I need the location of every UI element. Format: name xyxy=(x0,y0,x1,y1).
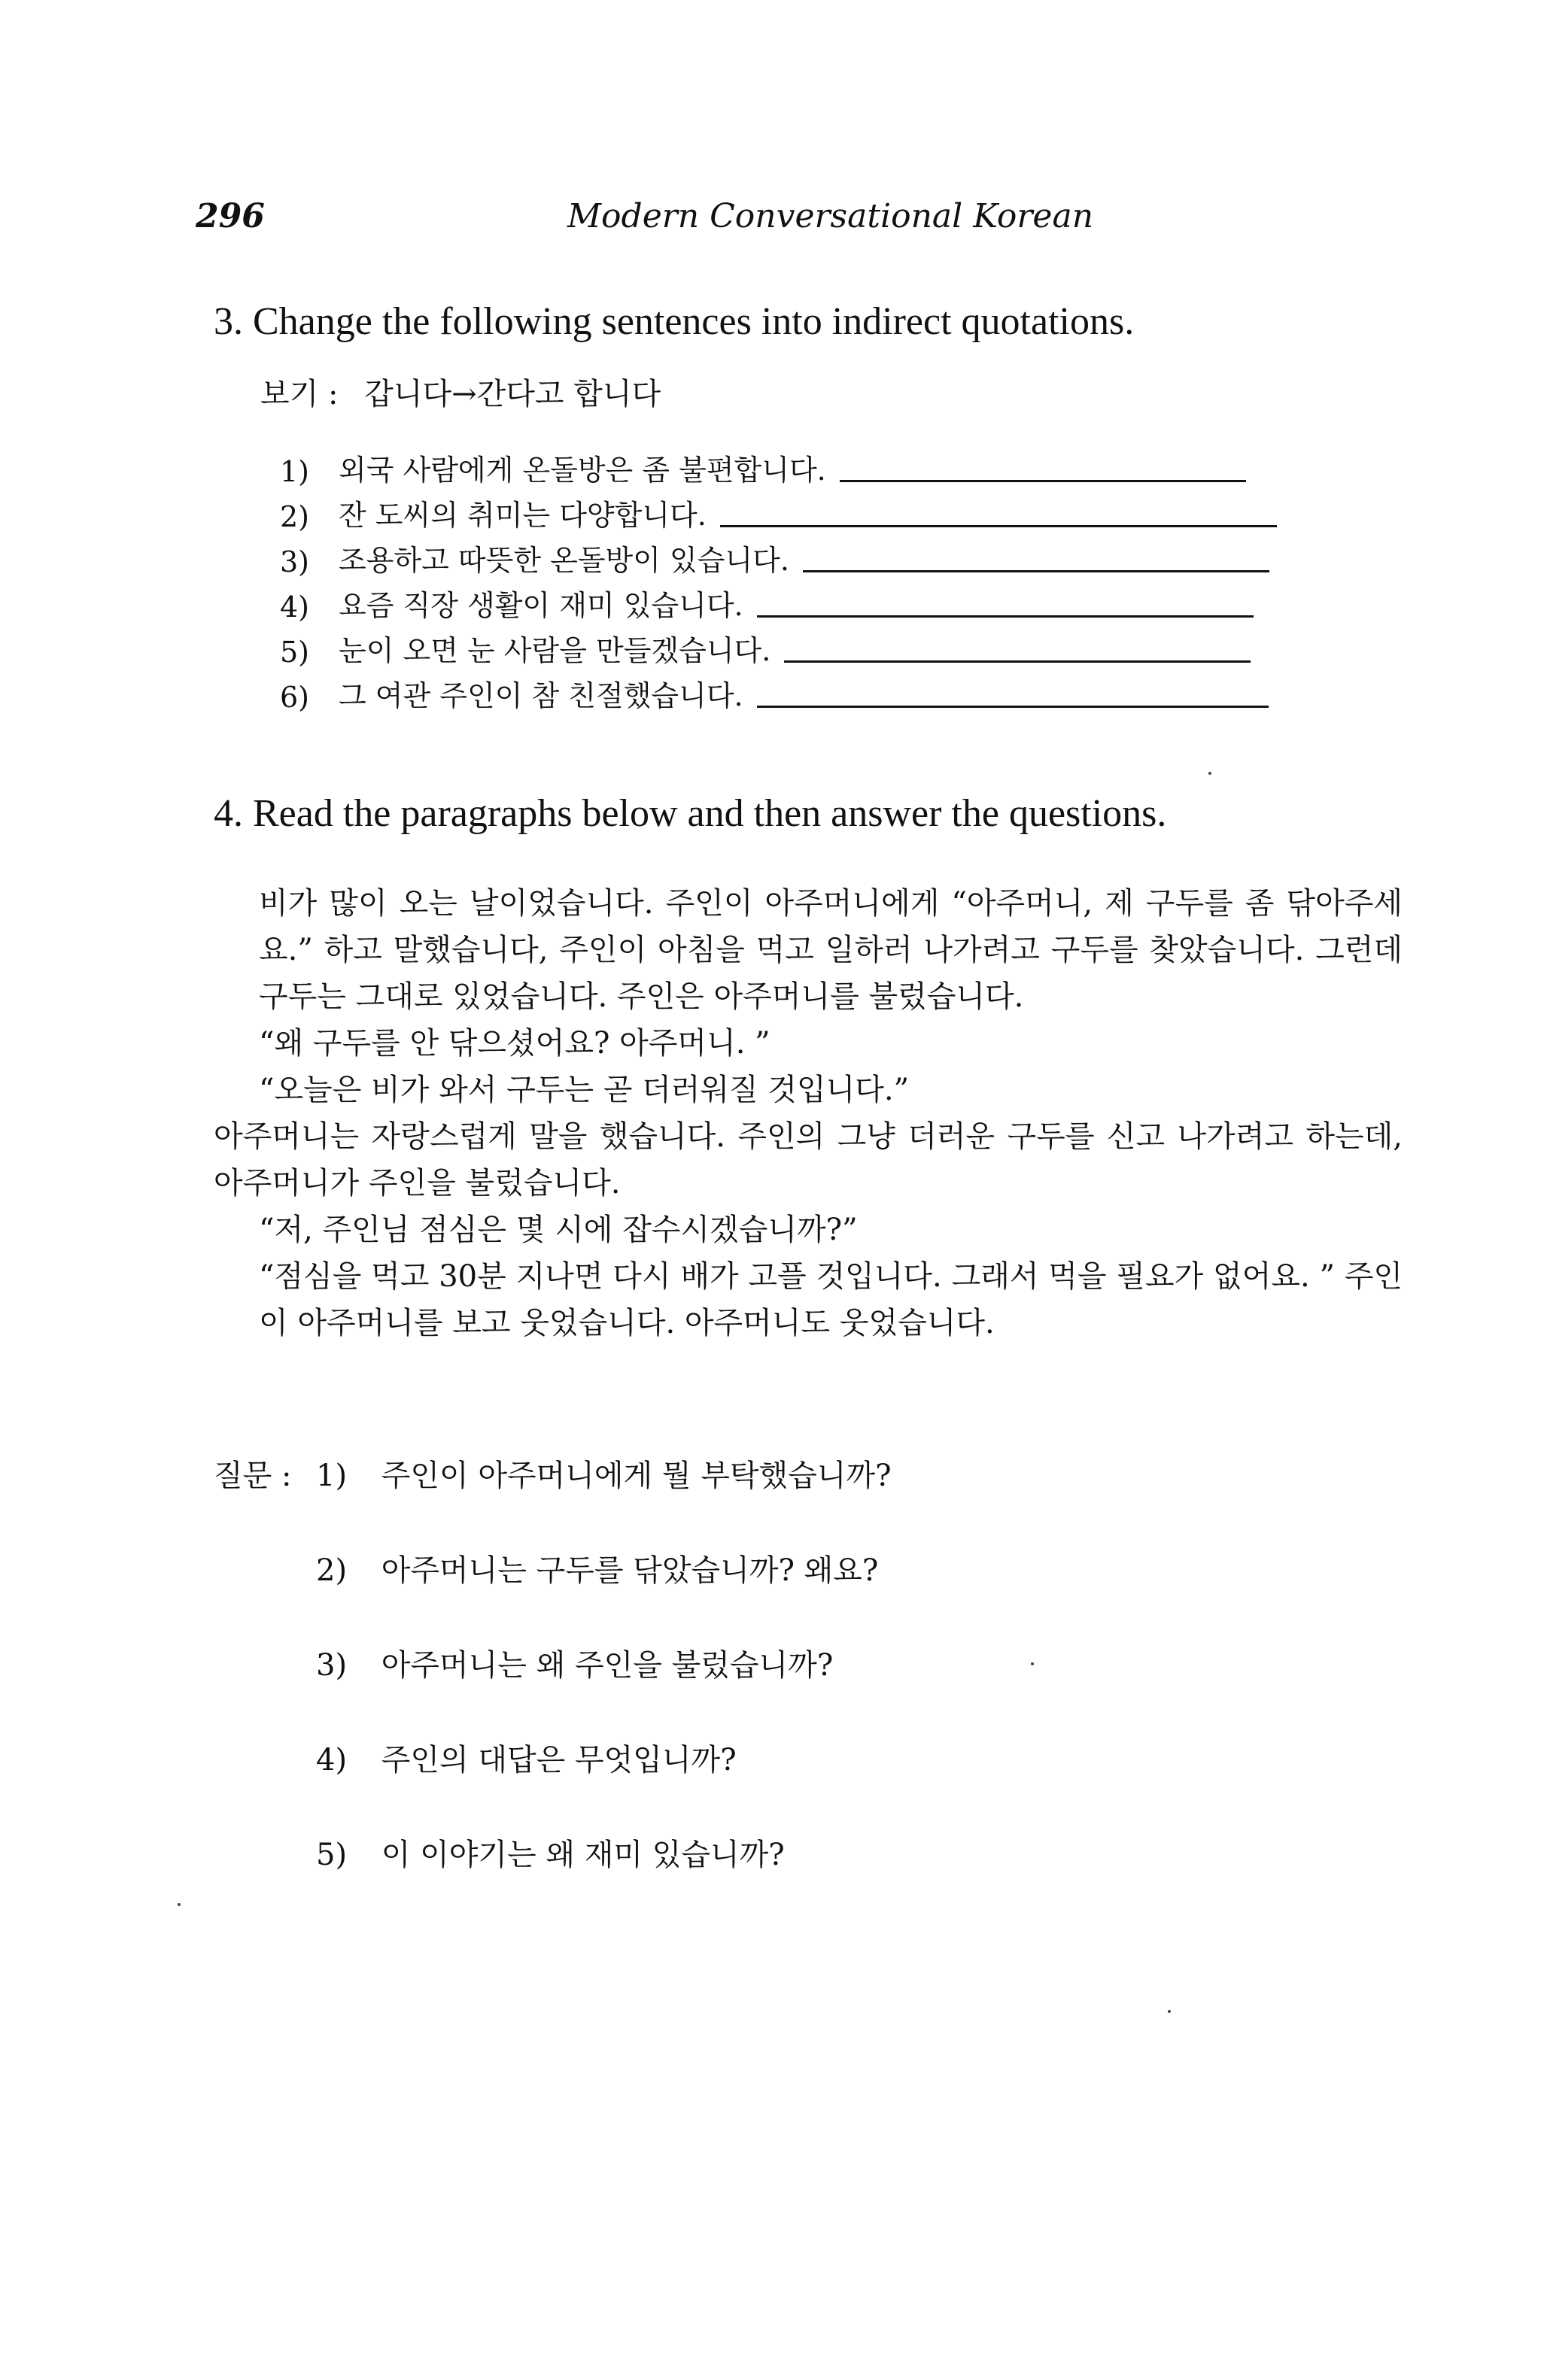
questions-label: 질문 : xyxy=(214,1459,292,1493)
exercise-item xyxy=(280,492,1277,533)
question-text: 아주머니는 왜 주인을 불렀습니까? xyxy=(381,1648,834,1683)
scan-speck xyxy=(178,1903,181,1906)
scan-speck xyxy=(1031,1662,1034,1665)
question-item xyxy=(316,1831,785,1874)
question-text: 아주머니는 구두를 닦았습니까? 왜요? xyxy=(381,1553,879,1588)
question-item xyxy=(316,1547,878,1589)
exercise-text: 조용하고 따뜻한 온돌방이 있습니다. xyxy=(339,544,789,577)
exercise-text: 그 여관 주인이 참 친절했습니다. xyxy=(339,679,743,712)
question-number: 4) xyxy=(316,1743,348,1777)
exercise-item xyxy=(280,582,1254,624)
passage-paragraph: 아주머니는 자랑스럽게 말을 했습니다. 주인의 그냥 더러운 구두를 신고 나가려고 하는데, 아주머니가 주인을 불렀습니다. xyxy=(214,1119,1403,1201)
scan-speck xyxy=(1208,772,1211,775)
exercise-text: 요즘 직장 생활이 재미 있습니다. xyxy=(339,589,743,622)
scan-speck xyxy=(1168,2010,1171,2013)
exercise-number: 4) xyxy=(280,590,310,624)
example-label: 보기 : xyxy=(260,377,339,411)
passage-paragraph: “저, 주인님 점심은 몇 시에 잡수시겠습니까?” xyxy=(259,1213,858,1247)
exercise-number: 2) xyxy=(280,500,310,533)
answer-blank xyxy=(757,705,1269,708)
exercise-text: 잔 도씨의 취미는 다양합니다. xyxy=(339,499,707,532)
question-item xyxy=(316,1641,833,1684)
question-item xyxy=(316,1736,737,1779)
passage-paragraph: “왜 구두를 안 닦으셨어요? 아주머니. ” xyxy=(259,1026,770,1061)
answer-blank xyxy=(840,479,1246,482)
exercise-item xyxy=(280,672,1269,714)
exercise-text: 눈이 오면 눈 사람을 만들겠습니다. xyxy=(339,634,771,667)
exercise-item xyxy=(280,537,1269,578)
book-title: Modern Conversational Korean xyxy=(567,197,1094,235)
question-number: 3) xyxy=(316,1648,348,1683)
exercise-number: 1) xyxy=(280,455,310,488)
example-line xyxy=(260,370,661,413)
question-number: 1) xyxy=(316,1459,348,1493)
exercise-number: 6) xyxy=(280,681,310,714)
section-4-title: 4. Read the paragraphs below and then answer the questions. xyxy=(214,792,1167,835)
question-number: 2) xyxy=(316,1553,348,1588)
answer-blank xyxy=(784,660,1251,663)
question-number: 5) xyxy=(316,1838,348,1872)
example-text: 갑니다→간다고 합니다 xyxy=(364,377,661,411)
reading-passage xyxy=(214,880,1403,1346)
section-3-title: 3. Change the following sentences into indirect quotations. xyxy=(214,300,1135,343)
exercise-item xyxy=(280,627,1251,669)
exercise-number: 5) xyxy=(280,636,310,669)
question-text: 주인의 대답은 무엇입니까? xyxy=(381,1743,737,1777)
answer-blank xyxy=(720,524,1277,527)
answer-blank xyxy=(757,615,1254,618)
answer-blank xyxy=(803,569,1269,572)
question-text: 이 이야기는 왜 재미 있습니까? xyxy=(381,1838,785,1872)
passage-paragraph: “오늘은 비가 와서 구두는 곧 더러워질 것입니다.” xyxy=(259,1073,910,1107)
question-item xyxy=(316,1452,892,1495)
exercise-number: 3) xyxy=(280,545,310,578)
passage-paragraph: “점심을 먹고 30분 지나면 다시 배가 고플 것입니다. 그래서 먹을 필요가 없어요. ” 주인이 아주머니를 보고 웃었습니다. 아주머니도 웃었습니다. xyxy=(259,1259,1403,1340)
passage-paragraph: 비가 많이 오는 날이었습니다. 주인이 아주머니에게 “아주머니, 제 구두를 좀 닦아주세요.” 하고 말했습니다, 주인이 아침을 먹고 일하러 나가려고 구두를 찾았습니다. 그런데 구두는 그대로 있었습니다. 주인은 아주머니를 불렀습니다. xyxy=(259,886,1403,1014)
page-number: 296 xyxy=(196,197,265,235)
exercise-item xyxy=(280,447,1246,488)
exercise-text: 외국 사람에게 온돌방은 좀 불편합니다. xyxy=(339,454,826,487)
question-text: 주인이 아주머니에게 뭘 부탁했습니까? xyxy=(381,1459,892,1493)
